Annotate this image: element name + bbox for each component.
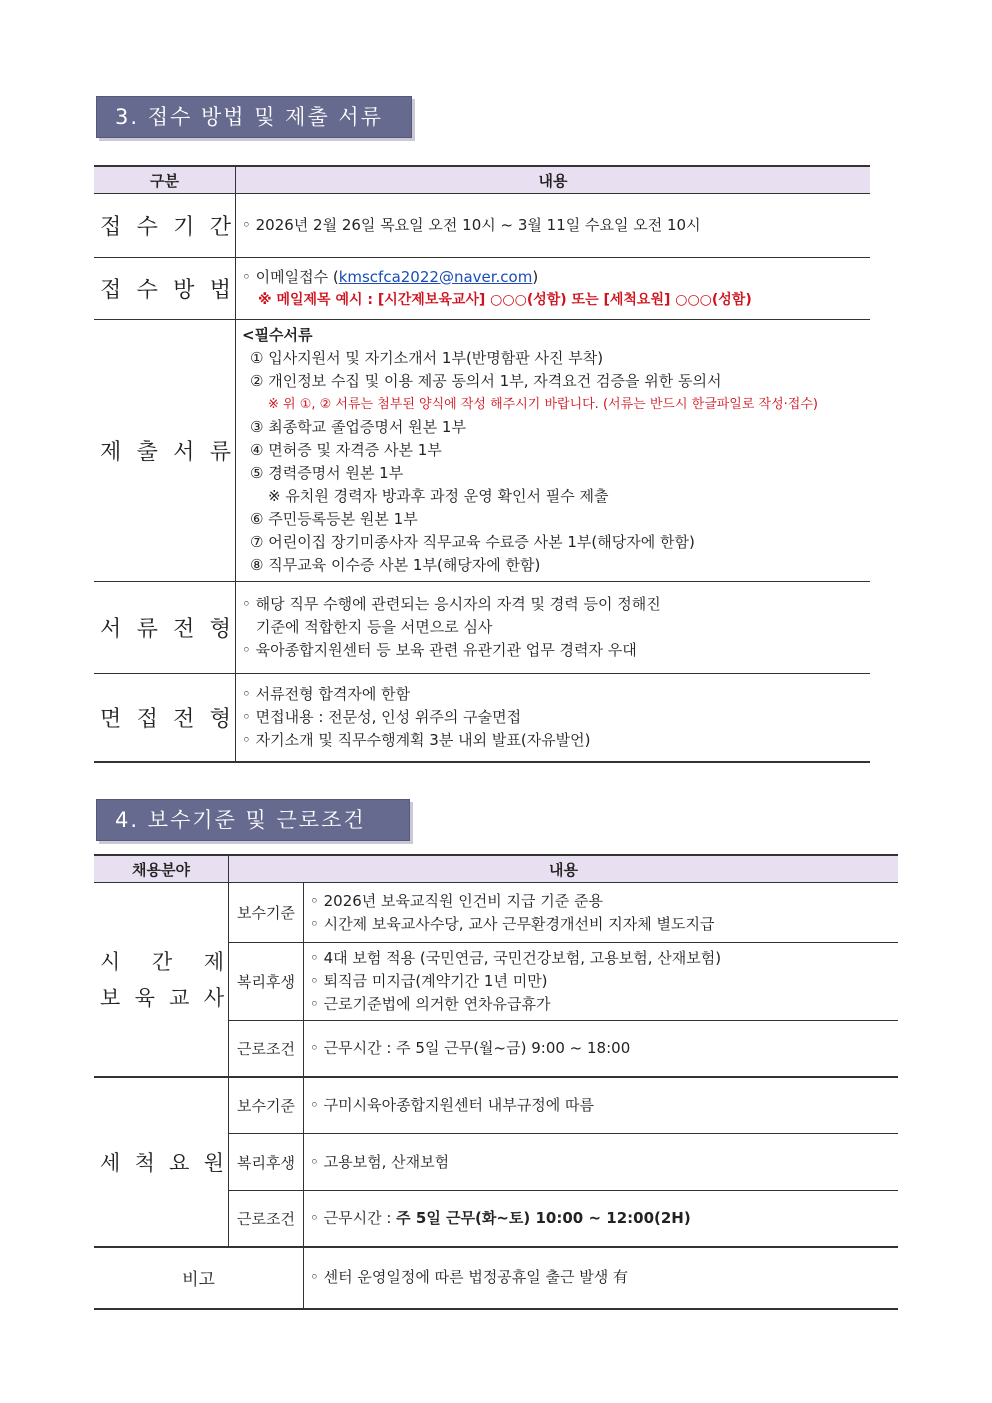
label-documents: 제 출 서 류	[94, 320, 236, 582]
content-cleaner-welfare: ◦ 고용보험, 산재보험	[304, 1134, 899, 1191]
row-cleaner-pay	[94, 1077, 898, 1134]
content-teacher-work: ◦ 근무시간 : 주 5일 근무(월~금) 9:00 ~ 18:00	[304, 1021, 899, 1077]
list-item: ① 입사지원서 및 자기소개서 1부(반명함판 사진 부착)	[250, 349, 604, 367]
header-field: 채용분야	[94, 855, 229, 883]
application-table	[94, 165, 870, 763]
row-remark	[94, 1247, 898, 1309]
header-content: 내용	[229, 855, 899, 883]
content-method: ◦ 이메일접수 (kmscfca2022@naver.com) ※ 메일제목 예시 : [시간제보육교사] ○○○(성함) 또는 [세척요원] ○○○(성함)	[236, 258, 871, 320]
label-part-time-teacher: 시 간 제 보 육 교 사	[94, 883, 229, 1077]
label-interview: 면 접 전 형	[94, 674, 236, 762]
row-method	[94, 258, 870, 320]
sub-label-pay: 보수기준	[229, 1077, 304, 1134]
kinder-note: ※ 유치원 경력자 방과후 과정 운영 확인서 필수 제출	[268, 487, 609, 505]
sub-label-work: 근로조건	[229, 1191, 304, 1247]
table-header-row	[94, 166, 870, 194]
list-item: ⑧ 직무교육 이수증 사본 1부(해당자에 한함)	[250, 556, 541, 574]
form-note: ※ 위 ①, ② 서류는 첨부된 양식에 작성 해주시기 바랍니다. (서류는 반드시 한글파일로 작성·접수)	[268, 397, 818, 412]
row-interview	[94, 674, 870, 762]
content-cleaner-work: ◦ 근무시간 : 주 5일 근무(화~토) 10:00 ~ 12:00(2H)	[304, 1191, 899, 1247]
content-remark: ◦ 센터 운영일정에 따른 법정공휴일 출근 발생 有	[304, 1247, 899, 1309]
content-screening: ◦ 해당 직무 수행에 관련되는 응시자의 자격 및 경력 등이 정해진 기준에 적합한지 등을 서면으로 심사 ◦ 육아종합지원센터 등 보육 관련 유관기관 업무 경력자 우대	[236, 582, 871, 674]
row-period	[94, 194, 870, 258]
row-documents	[94, 320, 870, 582]
table-header-row	[94, 855, 898, 883]
list-item: ⑦ 어린이집 장기미종사자 직무교육 수료증 사본 1부(해당자에 한함)	[250, 533, 695, 551]
content-cleaner-pay: ◦ 구미시육아종합지원센터 내부규정에 따름	[304, 1077, 899, 1134]
mail-subject-note: ※ 메일제목 예시 : [시간제보육교사] ○○○(성함) 또는 [세척요원] ○○○(성함)	[258, 291, 752, 308]
label-screening: 서 류 전 형	[94, 582, 236, 674]
label-remark: 비고	[94, 1247, 304, 1309]
header-category: 구분	[94, 166, 236, 194]
content-teacher-pay: ◦ 2026년 보육교직원 인건비 지급 기준 준용 ◦ 시간제 보육교사수당, 교사 근무환경개선비 지자체 별도지급	[304, 883, 899, 943]
sub-label-welfare: 복리후생	[229, 943, 304, 1021]
list-item: ⑤ 경력증명서 원본 1부	[250, 464, 404, 482]
content-interview: ◦ 서류전형 합격자에 한함 ◦ 면접내용 : 전문성, 인성 위주의 구술면접 ◦ 자기소개 및 직무수행계획 3분 내외 발표(자유발언)	[236, 674, 871, 762]
list-item: ⑥ 주민등록등본 원본 1부	[250, 510, 418, 528]
sub-label-welfare: 복리후생	[229, 1134, 304, 1191]
list-item: ③ 최종학교 졸업증명서 원본 1부	[250, 418, 466, 436]
label-dishwasher: 세 척 요 원	[94, 1077, 229, 1247]
sub-label-pay: 보수기준	[229, 883, 304, 943]
label-period: 접 수 기 간	[94, 194, 236, 258]
content-documents: <필수서류 ① 입사지원서 및 자기소개서 1부(반명함판 사진 부착) ② 개인정보 수집 및 이용 제공 동의서 1부, 자격요건 검증을 위한 동의서 ※ 위 ①, ② 서류는 첨부된 양식에 작성 해주시기 바랍니다. (서류는 반드시 한글파일로 작성·접수) ③ 최종학교 졸업증명서 원본 1부 ④ 면허증 및 자격증 사본 1부 ⑤ 경력증명서 원본 1부 ※ 유치원 경력자 방과후 과정 운영 확인서 필수 제출 ⑥ 주민등록등본 원본 1부 ⑦ 어린이집 장기미종사자 직무교육 수료증 사본 1부(해당자에 한함) ⑧ 직무교육 이수증 사본 1부(해당자에 한함)	[236, 320, 871, 582]
list-item: ② 개인정보 수집 및 이용 제공 동의서 1부, 자격요건 검증을 위한 동의서	[250, 372, 722, 390]
label-method: 접 수 방 법	[94, 258, 236, 320]
content-teacher-welfare: ◦ 4대 보험 적용 (국민연금, 국민건강보험, 고용보험, 산재보험) ◦ 퇴직금 미지급(계약기간 1년 미만) ◦ 근로기준법에 의거한 연차유급휴가	[304, 943, 899, 1021]
section-3-title: 3. 접수 방법 및 제출 서류	[96, 96, 412, 138]
section-4-title: 4. 보수기준 및 근로조건	[96, 799, 410, 841]
pay-conditions-table	[94, 854, 898, 1310]
list-item: ④ 면허증 및 자격증 사본 1부	[250, 441, 442, 459]
content-period: ◦ 2026년 2월 26일 목요일 오전 10시 ~ 3월 11일 수요일 오전 10시	[236, 194, 871, 258]
row-screening	[94, 582, 870, 674]
header-content: 내용	[236, 166, 871, 194]
sub-label-work: 근로조건	[229, 1021, 304, 1077]
row-teacher-pay	[94, 883, 898, 943]
email-link[interactable]: kmscfca2022@naver.com	[338, 267, 533, 286]
